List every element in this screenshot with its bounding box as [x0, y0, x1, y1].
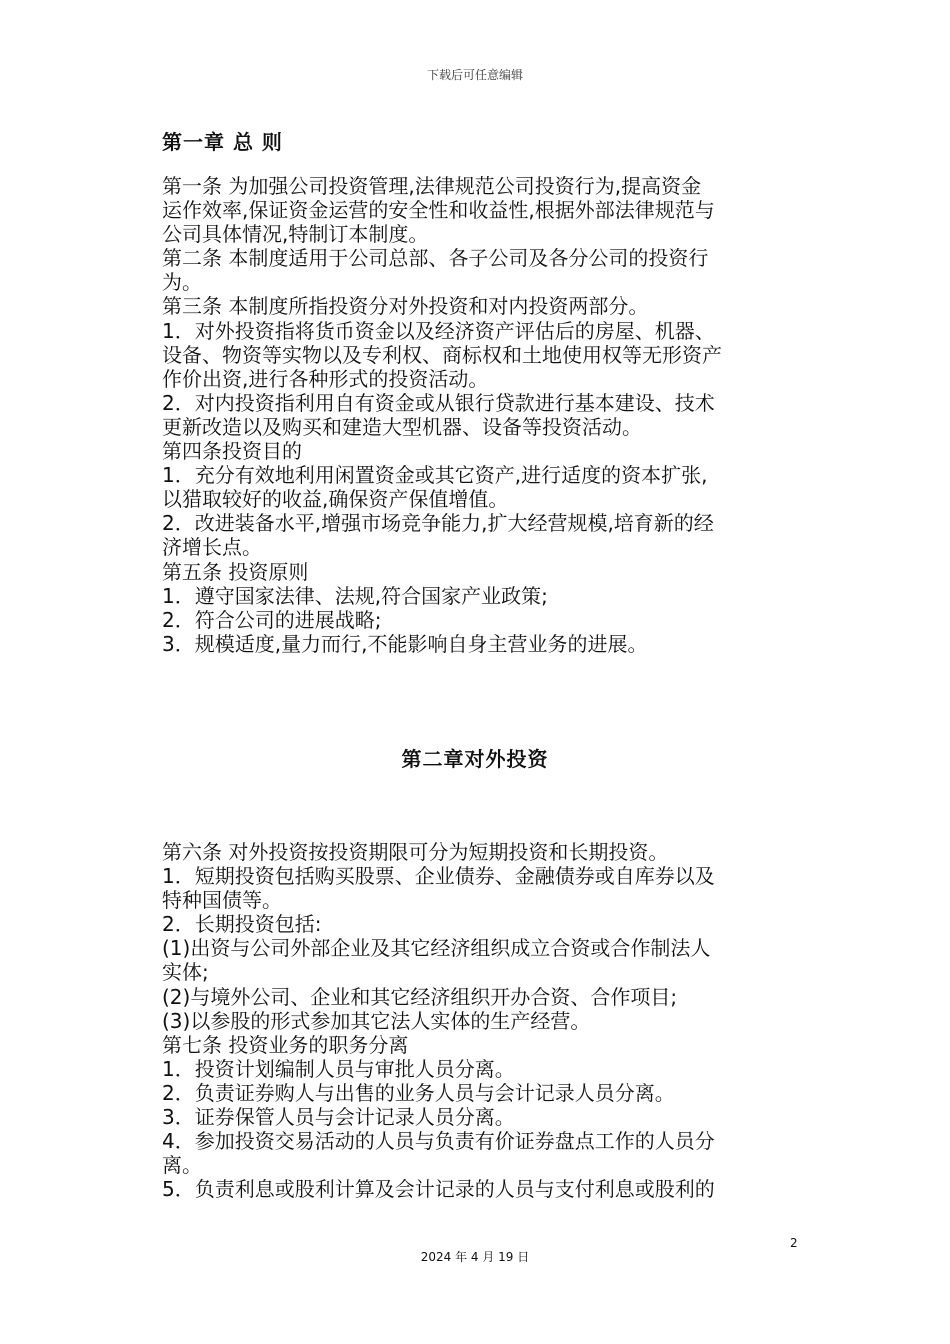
- text-line: 1．对外投资指将货币资金以及经济资产评估后的房屋、机器、: [162, 318, 715, 343]
- text-line: 设备、物资等实物以及专利权、商标权和土地使用权等无形资产: [162, 342, 722, 367]
- text-line: 第七条 投资业务的职务分离: [162, 1032, 409, 1057]
- text-line: 1．投资计划编制人员与审批人员分离。: [162, 1056, 515, 1081]
- chapter-2-body: [162, 840, 792, 1201]
- footer-date: 2024 年 4 月 19 日: [420, 1250, 530, 1264]
- page-header-note: 下载后可任意编辑: [426, 68, 523, 82]
- text-line: 1．遵守国家法律、法规,符合国家产业政策;: [162, 583, 548, 608]
- text-line: 1．充分有效地利用闲置资金或其它资产,进行适度的资本扩张,: [162, 463, 708, 488]
- text-line: 第六条 对外投资按投资期限可分为短期投资和长期投资。: [162, 840, 669, 864]
- text-line: 2．负责证券购人与出售的业务人员与会计记录人员分离。: [162, 1080, 675, 1105]
- text-line: 2．改进装备水平,增强市场竞争能力,扩大经营规模,培育新的经: [162, 511, 714, 536]
- text-line: 第五条 投资原则: [162, 559, 309, 584]
- text-line: 5．负责利息或股利计算及会计记录的人员与支付利息或股利的: [162, 1177, 715, 1202]
- text-line: (1)出资与公司外部企业及其它经济组织成立合资或合作制法人: [162, 936, 711, 961]
- text-line: 特种国债等。: [162, 888, 282, 913]
- text-line: 第二条 本制度适用于公司总部、各子公司及各分公司的投资行: [162, 246, 709, 271]
- text-line: 实体;: [162, 960, 209, 985]
- text-line: 第一条 为加强公司投资管理,法律规范公司投资行为,提高资金: [162, 174, 702, 198]
- text-line: 4．参加投资交易活动的人员与负责有价证券盘点工作的人员分: [162, 1129, 715, 1154]
- text-line: 第三条 本制度所指投资分对外投资和对内投资两部分。: [162, 294, 649, 319]
- text-line: 3．证券保管人员与会计记录人员分离。: [162, 1105, 515, 1130]
- chapter-1-body: [162, 174, 792, 656]
- text-line: (2)与境外公司、企业和其它经济组织开办合资、合作项目;: [162, 984, 678, 1009]
- text-line: 第四条投资目的: [162, 439, 302, 464]
- text-line: 2．对内投资指利用自有资金或从银行贷款进行基本建设、技术: [162, 390, 715, 415]
- chapter-1-title: 第一章 总 则: [162, 130, 283, 154]
- chapter-2-title: 第二章对外投资: [401, 747, 549, 771]
- text-line: 离。: [162, 1153, 202, 1178]
- text-line: 运作效率,保证资金运营的安全性和收益性,根据外部法律规范与: [162, 198, 715, 223]
- text-line: 2．符合公司的进展战略;: [162, 607, 382, 632]
- text-line: (3)以参股的形式参加其它法人实体的生产经营。: [162, 1008, 591, 1033]
- text-line: 济增长点。: [162, 535, 262, 560]
- text-line: 公司具体情况,特制订本制度。: [162, 222, 429, 247]
- text-line: 以猎取较好的收益,确保资产保值增值。: [162, 487, 509, 512]
- text-line: 为。: [162, 270, 202, 295]
- text-line: 更新改造以及购买和建造大型机器、设备等投资活动。: [162, 414, 642, 439]
- page-number: 2: [790, 1236, 798, 1250]
- text-line: 作价出资,进行各种形式的投资活动。: [162, 366, 489, 391]
- text-line: 2．长期投资包括:: [162, 912, 322, 937]
- text-line: 1．短期投资包括购买股票、企业债券、金融债券或自库券以及: [162, 864, 715, 889]
- text-line: 3．规模适度,量力而行,不能影响自身主营业务的进展。: [162, 631, 648, 656]
